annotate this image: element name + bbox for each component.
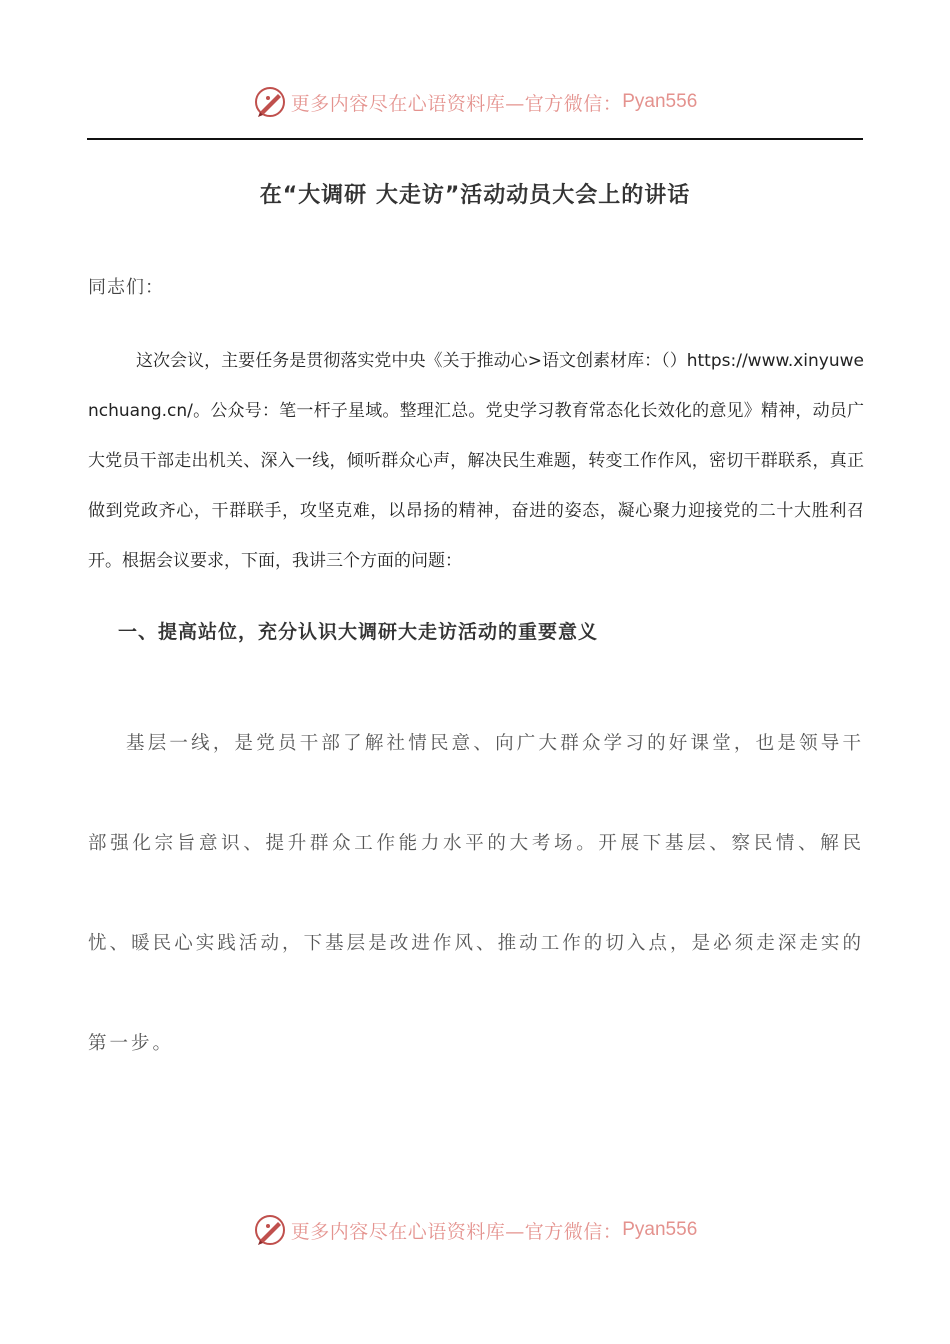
banner-wechat-id: Pyan556	[622, 91, 698, 112]
pen-logo-icon	[253, 1213, 287, 1247]
footer-banner	[0, 1210, 950, 1250]
salutation: 同志们：	[88, 277, 164, 298]
footer-wechat-id: Pyan556	[622, 1219, 698, 1240]
pen-logo-icon	[253, 85, 287, 119]
section-heading-1: 一、提高站位，充分认识大调研大走访活动的重要意义	[118, 621, 599, 643]
document-title: 在“大调研 大走访”活动动员大会上的讲话	[259, 183, 691, 208]
footer-banner-text: 更多内容尽在心语资料库—官方微信：	[290, 1220, 623, 1243]
header-banner	[0, 82, 950, 122]
banner-text: 更多内容尽在心语资料库—官方微信：	[290, 92, 623, 115]
paragraph-section-1: 基层一线，是党员干部了解社情民意、向广大群众学习的好课堂，也是领导干部强化宗旨意识、提升群众工作能力水平的大考场。开展下基层、察民情、解民忧、暖民心实践活动，下基层是改进作风、推动工作的切入点，是必须走深走实的第一步。	[88, 733, 864, 1054]
paragraph-intro: 这次会议，主要任务是贯彻落实党中央《关于推动心>语文创素材库：（）https://www.xinyuwenchuang.cn/。公众号：笔一杆子星域。整理汇总。党史学习教育常态化长效化的意见》精神，动员广大党员干部走出机关、深入一线，倾听群众心声，解决民生难题，转变工作作风，密切干群联系，真正做到党政齐心，干群联手，攻坚克难，以昂扬的精神，奋进的姿态，凝心聚力迎接党的二十大胜利召开。根据会议要求，下面，我讲三个方面的问题：	[88, 351, 864, 571]
header-divider	[87, 138, 863, 140]
